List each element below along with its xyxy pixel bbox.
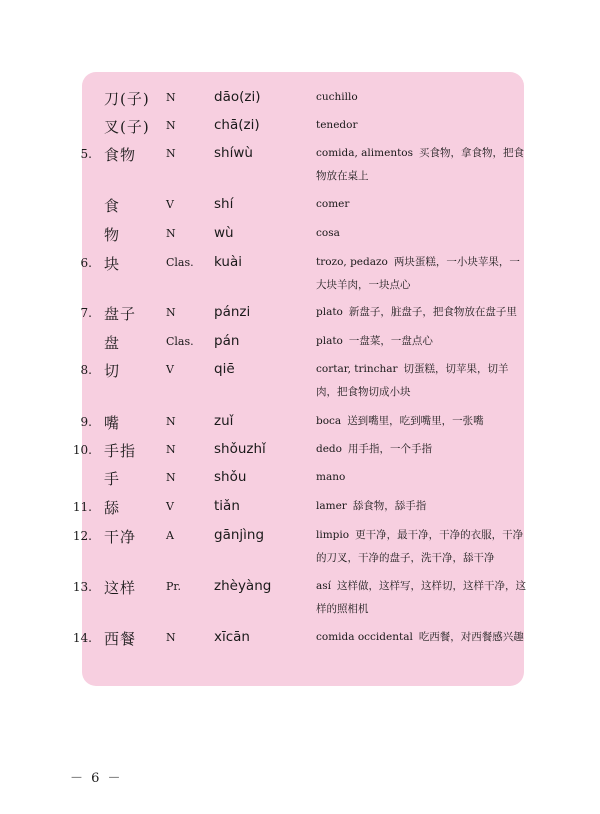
entry-definition [316, 410, 526, 433]
entry-pinyin: shíwù [214, 145, 253, 161]
entry-definition [316, 495, 526, 518]
entry-spanish: mano [316, 471, 346, 483]
entry-pinyin: qiē [214, 361, 235, 377]
page-number: － 6 － [70, 771, 123, 786]
entry-examples: 送到嘴里，吃到嘴里，一张嘴 [347, 415, 484, 427]
entry-hanzi: 手 [104, 470, 121, 488]
entry-examples: 这样做，这样写，这样切，这样干净，这样的照相机 [316, 580, 527, 615]
entry-spanish: lamer [316, 500, 347, 512]
entry-spanish: plato [316, 335, 343, 347]
entry-pos: N [166, 91, 176, 104]
entry-pos: N [166, 306, 176, 319]
entry-examples: 一盘菜，一盘点心 [348, 335, 433, 347]
entry-pinyin: dāo(zi) [214, 89, 261, 105]
entry-definition [316, 142, 526, 188]
entry-hanzi: 刀(子) [104, 90, 150, 108]
entry-spanish: comida occidental [316, 631, 413, 643]
entry-number: 14. [72, 631, 92, 645]
entry-pos: V [166, 198, 174, 211]
entry-hanzi: 物 [104, 226, 121, 244]
entry-spanish: comida, alimentos [316, 147, 414, 159]
entry-definition [316, 86, 526, 109]
entry-examples: 两块蛋糕，一小块苹果，一大块羊肉，一块点心 [316, 256, 520, 291]
entry-number: 12. [72, 529, 92, 543]
entry-pinyin: shǒu [214, 469, 247, 485]
entry-examples: 新盘子，脏盘子，把食物放在盘子里 [348, 306, 517, 318]
entry-definition [316, 524, 526, 570]
entry-definition [316, 251, 526, 297]
entry-number: 13. [72, 580, 92, 594]
entry-spanish: boca [316, 415, 342, 427]
entry-pos: Pr. [166, 580, 181, 593]
entry-hanzi: 食 [104, 197, 121, 215]
entry-pinyin: chā(zi) [214, 117, 260, 133]
entry-number: 7. [80, 306, 92, 320]
entry-definition [316, 626, 526, 649]
entry-hanzi: 块 [104, 255, 121, 273]
entry-spanish: cortar, trinchar [316, 363, 398, 375]
entry-pinyin: wù [214, 225, 234, 241]
entry-examples: 切蛋糕，切苹果，切羊肉，把食物切成小块 [316, 363, 509, 398]
entry-examples: 买食物，拿食物，把食物放在桌上 [316, 147, 525, 182]
entry-examples: 吃西餐，对西餐感兴趣 [418, 631, 524, 643]
entry-spanish: cuchillo [316, 91, 358, 103]
entry-definition [316, 466, 526, 489]
entry-pinyin: zuǐ [214, 413, 234, 429]
entry-number: 11. [72, 500, 92, 514]
entry-hanzi: 西餐 [104, 630, 137, 648]
entry-pos: A [166, 529, 174, 542]
entry-hanzi: 舔 [104, 499, 121, 517]
entry-number: 6. [80, 256, 92, 270]
entry-hanzi: 干净 [104, 528, 137, 546]
entry-spanish: plato [316, 306, 343, 318]
entry-pos: N [166, 415, 176, 428]
entry-hanzi: 这样 [104, 579, 137, 597]
entry-number: 9. [80, 415, 92, 429]
entry-hanzi: 盘子 [104, 305, 137, 323]
entry-definition [316, 114, 526, 137]
entry-pinyin: shǒuzhǐ [214, 441, 266, 457]
entry-pinyin: zhèyàng [214, 578, 272, 594]
entry-pinyin: gānjìng [214, 527, 265, 543]
entry-spanish: tenedor [316, 119, 358, 131]
entry-definition [316, 358, 526, 404]
entry-pos: V [166, 500, 174, 513]
entry-definition [316, 438, 526, 461]
entry-spanish: así [316, 580, 332, 592]
entry-pos: N [166, 443, 176, 456]
entry-pinyin: pán [214, 333, 240, 349]
entry-number: 8. [80, 363, 92, 377]
entry-examples: 更干净，最干净，干净的衣服，干净的刀叉，干净的盘子，洗干净，舔干净 [316, 529, 524, 564]
entry-spanish: limpio [316, 529, 350, 541]
entry-examples: 舔食物，舔手指 [352, 500, 427, 512]
entry-hanzi: 手指 [104, 442, 137, 460]
entry-pos: Clas. [166, 335, 194, 348]
entry-examples: 用手指，一个手指 [347, 443, 432, 455]
entry-number: 5. [80, 147, 92, 161]
entry-definition [316, 193, 526, 216]
entry-definition [316, 575, 526, 621]
entry-pinyin: pánzi [214, 304, 251, 320]
entry-pinyin: shí [214, 196, 234, 212]
entry-pos: Clas. [166, 256, 194, 269]
entry-pos: N [166, 227, 176, 240]
entry-number: 10. [72, 443, 92, 457]
entry-hanzi: 切 [104, 362, 121, 380]
entry-pinyin: tiǎn [214, 498, 240, 514]
entry-pos: N [166, 119, 176, 132]
entry-pos: V [166, 363, 174, 376]
entry-spanish: comer [316, 198, 350, 210]
entry-hanzi: 叉(子) [104, 118, 150, 136]
entry-hanzi: 盘 [104, 334, 121, 352]
entry-pos: N [166, 471, 176, 484]
entry-hanzi: 食物 [104, 146, 137, 164]
entry-spanish: cosa [316, 227, 340, 239]
entry-pos: N [166, 631, 176, 644]
entry-pinyin: kuài [214, 254, 242, 270]
entry-definition [316, 222, 526, 245]
entry-spanish: dedo [316, 443, 342, 455]
entry-pos: N [166, 147, 176, 160]
entry-pinyin: xīcān [214, 629, 250, 645]
entry-spanish: trozo, pedazo [316, 256, 388, 268]
entry-definition [316, 301, 526, 324]
entry-hanzi: 嘴 [104, 414, 121, 432]
entry-definition [316, 330, 526, 353]
